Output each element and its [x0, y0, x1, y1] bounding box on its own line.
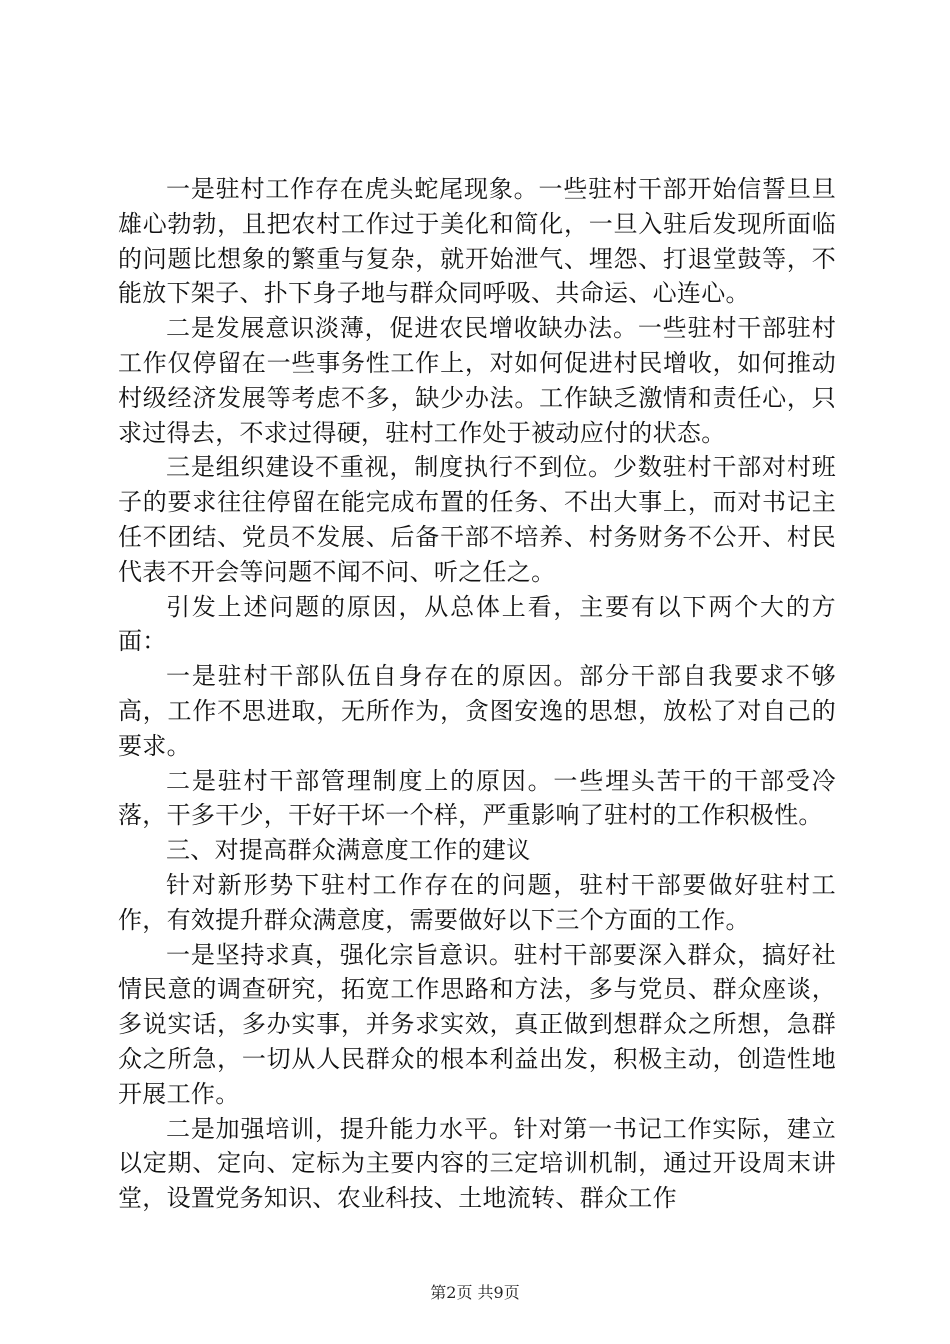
paragraph-2: 二是发展意识淡薄，促进农民增收缺办法。一些驻村干部驻村工作仅停留在一些事务性工作上，对如何促进村民增收，如何推动村级经济发展等考虑不多，缺少办法。工作缺乏激情和责任心，只求过得去，不求过得硬，驻村工作处于被动应付的状态。 — [118, 314, 836, 447]
paragraph-1: 一是驻村工作存在虎头蛇尾现象。一些驻村干部开始信誓旦旦雄心勃勃，且把农村工作过于美化和简化，一旦入驻后发现所面临的问题比想象的繁重与复杂，就开始泄气、埋怨、打退堂鼓等，不能放下架子、扑下身子地与群众同呼吸、共命运、心连心。 — [118, 175, 836, 308]
paragraph-6: 二是驻村干部管理制度上的原因。一些埋头苦干的干部受冷落，干多干少，干好干坏一个样，严重影响了驻村的工作积极性。 — [118, 766, 836, 830]
section-heading: 三、对提高群众满意度工作的建议 — [166, 836, 531, 865]
body-text — [118, 172, 836, 1216]
paragraph-5: 一是驻村干部队伍自身存在的原因。部分干部自我要求不够高，工作不思进取，无所作为，贪图安逸的思想，放松了对自己的要求。 — [118, 662, 836, 760]
page-number-footer: 第2页 共9页 — [430, 1283, 520, 1302]
paragraph-3: 三是组织建设不重视，制度执行不到位。少数驻村干部对村班子的要求往往停留在能完成布置的任务、不出大事上，而对书记主任不团结、党员不发展、后备干部不培养、村务财务不公开、村民代表不开会等问题不闻不问、听之任之。 — [118, 453, 836, 586]
paragraph-10: 二是加强培训，提升能力水平。针对第一书记工作实际，建立以定期、定向、定标为主要内容的三定培训机制，通过开设周末讲堂，设置党务知识、农业科技、土地流转、群众工作 — [118, 1114, 836, 1213]
paragraph-9: 一是坚持求真，强化宗旨意识。驻村干部要深入群众，搞好社情民意的调查研究，拓宽工作思路和方法，多与党员、群众座谈，多说实话，多办实事，并务求实效，真正做到想群众之所想，急群众之所急，一切从人民群众的根本利益出发，积极主动，创造性地开展工作。 — [118, 940, 836, 1108]
paragraph-4: 引发上述问题的原因，从总体上看，主要有以下两个大的方面： — [118, 592, 836, 656]
paragraph-8: 针对新形势下驻村工作存在的问题，驻村干部要做好驻村工作，有效提升群众满意度，需要做好以下三个方面的工作。 — [118, 870, 836, 934]
